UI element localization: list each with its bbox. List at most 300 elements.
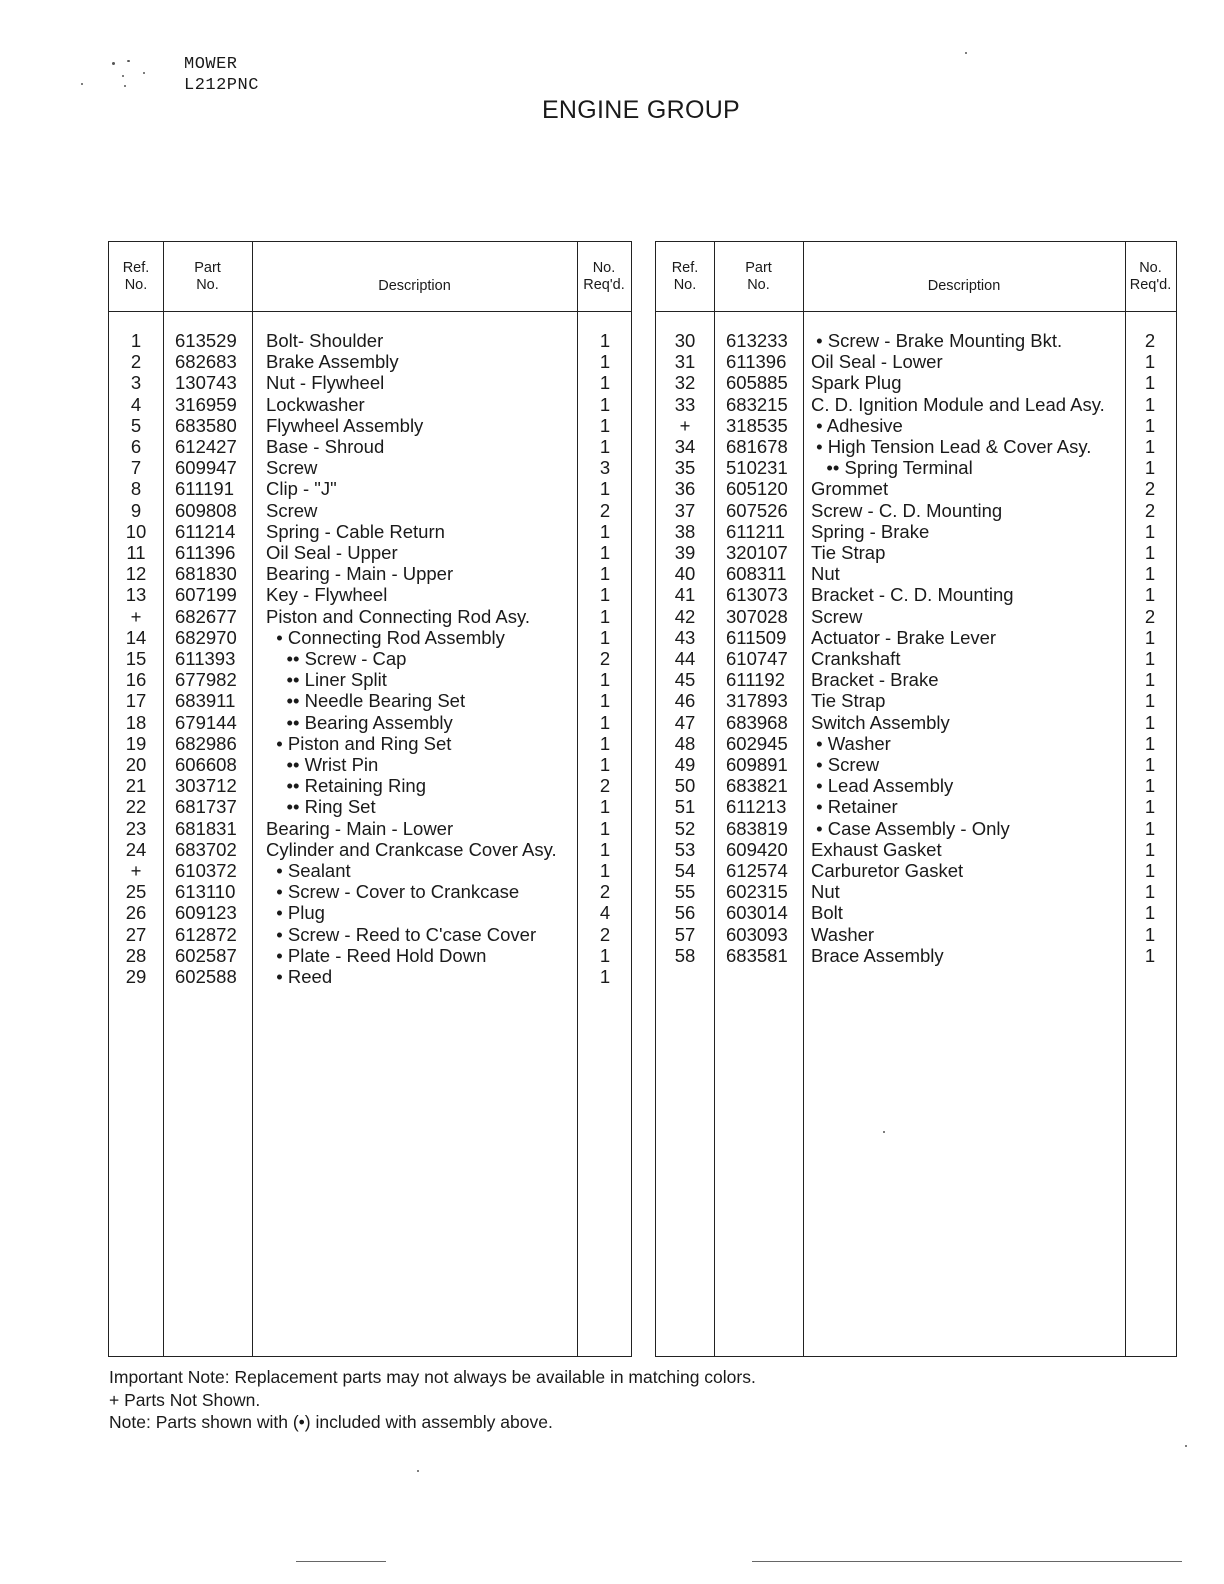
part-no-cell: 613073 <box>726 584 788 606</box>
table-row <box>656 500 1176 521</box>
part-no-cell: 613233 <box>726 330 788 351</box>
page-title: ENGINE GROUP <box>541 96 741 124</box>
table-row <box>656 478 1176 499</box>
part-no-cell: 130743 <box>175 372 237 394</box>
qty-cell: 2 <box>1144 478 1156 500</box>
ref-no-cell: + <box>130 860 142 881</box>
part-no-cell: 607199 <box>175 584 237 606</box>
description-cell: • Screw - Brake Mounting Bkt. <box>811 330 1063 351</box>
table-row <box>109 924 631 945</box>
table-row <box>656 436 1176 457</box>
description-cell: • Retainer <box>811 796 898 818</box>
note-parts-not-shown: + Parts Not Shown. <box>109 1389 261 1410</box>
description-cell: Tie Strap <box>811 542 886 563</box>
ref-no-cell: 42 <box>674 605 696 627</box>
ref-no-cell: 22 <box>125 796 147 818</box>
header-qty <box>577 242 631 311</box>
ref-no-cell: 1 <box>130 330 142 351</box>
table-row <box>109 457 631 478</box>
table-row <box>656 775 1176 796</box>
part-no-cell: 613110 <box>175 881 236 903</box>
description-cell: Clip - "J" <box>266 478 337 500</box>
ref-no-cell: 15 <box>125 648 147 669</box>
ref-no-cell: 37 <box>674 499 696 521</box>
ref-no-cell: 58 <box>674 944 696 966</box>
qty-cell: 2 <box>599 881 611 903</box>
ref-no-cell: 33 <box>674 393 696 415</box>
qty-cell: 1 <box>599 732 611 754</box>
table-row <box>109 712 631 733</box>
description-cell: Flywheel Assembly <box>266 414 424 436</box>
part-no-cell: 677982 <box>175 669 237 691</box>
qty-cell: 1 <box>1144 584 1156 606</box>
qty-cell: 1 <box>1144 796 1156 818</box>
ref-no-cell: 6 <box>130 436 142 457</box>
description-cell: • Screw - Cover to Crankcase <box>266 881 520 903</box>
ref-no-cell: 28 <box>125 944 147 966</box>
ref-no-cell: 23 <box>125 817 147 839</box>
table-row <box>656 563 1176 584</box>
qty-cell: 1 <box>599 584 611 606</box>
ref-no-cell: + <box>130 605 142 627</box>
part-no-cell: 679144 <box>175 711 237 733</box>
qty-cell: 1 <box>1144 923 1156 945</box>
model-label <box>184 54 259 96</box>
ref-no-cell: 56 <box>674 902 696 924</box>
parts-table-right <box>655 241 1177 1357</box>
part-no-cell: 607526 <box>726 499 788 521</box>
description-cell: Spring - Cable Return <box>266 520 445 542</box>
qty-cell: 1 <box>1144 754 1156 775</box>
part-no-cell: 602587 <box>175 944 237 966</box>
scan-speck <box>1185 1445 1187 1447</box>
description-cell: Brake Assembly <box>266 351 399 373</box>
header-ref-no <box>656 242 714 311</box>
description-cell: • Lead Assembly <box>811 775 954 797</box>
qty-cell: 1 <box>599 393 611 415</box>
table-row <box>109 521 631 542</box>
description-cell: •• Spring Terminal <box>811 457 973 479</box>
table-row <box>656 690 1176 711</box>
table-row <box>109 902 631 923</box>
part-no-cell: 611509 <box>726 626 787 648</box>
part-no-cell: 307028 <box>726 605 788 627</box>
part-no-cell: 608311 <box>726 563 787 585</box>
table-row <box>109 839 631 860</box>
ref-no-cell: 9 <box>130 499 142 521</box>
header-text: No. <box>592 259 616 276</box>
qty-cell: 1 <box>599 626 611 648</box>
ref-no-cell: 40 <box>674 563 696 585</box>
part-no-cell: 611393 <box>175 648 236 669</box>
qty-cell: 1 <box>1144 372 1156 394</box>
part-no-cell: 683968 <box>726 711 788 733</box>
header-part-no <box>163 242 252 311</box>
ref-no-cell: 47 <box>674 711 696 733</box>
description-cell: • Screw - Reed to C'case Cover <box>266 923 537 945</box>
table-row <box>109 563 631 584</box>
description-cell: • Connecting Rod Assembly <box>266 626 505 648</box>
description-cell: Bolt <box>811 902 843 924</box>
qty-cell: 1 <box>599 860 611 881</box>
ref-no-cell: 24 <box>125 838 147 860</box>
table-row <box>656 627 1176 648</box>
table-row <box>109 351 631 372</box>
part-no-cell: 606608 <box>175 754 237 775</box>
part-no-cell: 611192 <box>726 669 785 691</box>
table-row <box>109 436 631 457</box>
table-row <box>109 330 631 351</box>
table-row <box>109 372 631 393</box>
description-cell: C. D. Ignition Module and Lead Asy. <box>811 393 1105 415</box>
parts-table-left <box>108 241 632 1357</box>
header-part-no <box>714 242 803 311</box>
qty-cell: 1 <box>1144 414 1156 436</box>
qty-cell: 1 <box>1144 775 1156 797</box>
table-row <box>656 648 1176 669</box>
part-no-cell: 611213 <box>726 796 787 818</box>
qty-cell: 1 <box>1144 732 1156 754</box>
description-cell: •• Wrist Pin <box>266 754 379 775</box>
qty-cell: 1 <box>599 351 611 373</box>
description-cell: Piston and Connecting Rod Asy. <box>266 605 530 627</box>
qty-cell: 1 <box>1144 817 1156 839</box>
table-row <box>656 606 1176 627</box>
description-cell: • High Tension Lead & Cover Asy. <box>811 436 1092 457</box>
qty-cell: 1 <box>1144 520 1156 542</box>
qty-cell: 1 <box>599 436 611 457</box>
qty-cell: 1 <box>1144 393 1156 415</box>
table-row <box>656 818 1176 839</box>
part-no-cell: 605120 <box>726 478 788 500</box>
part-no-cell: 683581 <box>726 944 788 966</box>
description-cell: Tie Strap <box>811 690 886 712</box>
qty-cell: 1 <box>1144 881 1156 903</box>
qty-cell: 1 <box>1144 436 1156 457</box>
table-row <box>109 394 631 415</box>
ref-no-cell: 2 <box>130 351 142 373</box>
header-divider <box>656 311 1176 312</box>
ref-no-cell: 54 <box>674 860 696 881</box>
header-divider <box>109 311 631 312</box>
ref-no-cell: 29 <box>125 966 147 987</box>
description-cell: • Piston and Ring Set <box>266 732 452 754</box>
table-row <box>656 712 1176 733</box>
ref-no-cell: 35 <box>674 457 696 479</box>
header-description: Description <box>378 278 451 294</box>
ref-no-cell: 10 <box>125 520 147 542</box>
scan-edge-line <box>752 1561 1182 1562</box>
qty-cell: 1 <box>599 754 611 775</box>
description-cell: • Adhesive <box>811 414 903 436</box>
qty-cell: 1 <box>1144 838 1156 860</box>
qty-cell: 2 <box>599 648 611 669</box>
ref-no-cell: 45 <box>674 669 696 691</box>
qty-cell: 1 <box>1144 626 1156 648</box>
description-cell: Screw <box>811 605 863 627</box>
qty-cell: 1 <box>599 478 611 500</box>
table-row <box>656 945 1176 966</box>
description-cell: • Plug <box>266 902 325 924</box>
part-no-cell: 683821 <box>726 775 788 797</box>
description-cell: Spark Plug <box>811 372 902 394</box>
qty-cell: 1 <box>599 966 611 987</box>
table-row <box>109 542 631 563</box>
part-no-cell: 611214 <box>175 520 236 542</box>
table-row <box>656 415 1176 436</box>
description-cell: Washer <box>811 923 875 945</box>
part-no-cell: 510231 <box>726 457 788 479</box>
qty-cell: 1 <box>599 330 611 351</box>
part-no-cell: 681831 <box>175 817 237 839</box>
header-text: Ref. <box>122 259 150 276</box>
table-row <box>109 966 631 987</box>
description-cell: Screw - C. D. Mounting <box>811 499 1003 521</box>
qty-cell: 1 <box>1144 542 1156 563</box>
ref-no-cell: 31 <box>674 351 696 373</box>
description-cell: •• Ring Set <box>266 796 376 818</box>
table-row <box>109 945 631 966</box>
qty-cell: 2 <box>1144 605 1156 627</box>
table-row <box>656 521 1176 542</box>
header-text: Req'd. <box>583 276 625 293</box>
table-row <box>656 584 1176 605</box>
table-row <box>656 860 1176 881</box>
header-text: Req'd. <box>1129 276 1172 293</box>
header-text: Part <box>194 259 221 276</box>
ref-no-cell: 32 <box>674 372 696 394</box>
description-cell: Nut <box>811 881 840 903</box>
table-row <box>109 690 631 711</box>
table-row <box>109 818 631 839</box>
ref-no-cell: 12 <box>125 563 147 585</box>
ref-no-cell: 17 <box>125 690 147 712</box>
ref-no-cell: 48 <box>674 732 696 754</box>
description-cell: •• Retaining Ring <box>266 775 427 797</box>
description-cell: Bracket - C. D. Mounting <box>811 584 1014 606</box>
description-cell: • Case Assembly - Only <box>811 817 1010 839</box>
part-no-cell: 603093 <box>726 923 788 945</box>
qty-cell: 1 <box>1144 711 1156 733</box>
qty-cell: 2 <box>599 923 611 945</box>
qty-cell: 1 <box>599 944 611 966</box>
part-no-cell: 681678 <box>726 436 788 457</box>
part-no-cell: 683580 <box>175 414 237 436</box>
part-no-cell: 682683 <box>175 351 237 373</box>
part-no-cell: 683911 <box>175 690 236 712</box>
table-row <box>656 394 1176 415</box>
header-qty <box>1125 242 1176 311</box>
part-no-cell: 611191 <box>175 478 234 500</box>
description-cell: Spring - Brake <box>811 520 930 542</box>
part-no-cell: 612872 <box>175 923 237 945</box>
table-row <box>656 924 1176 945</box>
ref-no-cell: 20 <box>125 754 147 775</box>
description-cell: Lockwasher <box>266 393 365 415</box>
table-row <box>109 584 631 605</box>
description-cell: Nut - Flywheel <box>266 372 385 394</box>
part-no-cell: 681830 <box>175 563 237 585</box>
scan-speck <box>417 1470 419 1472</box>
part-no-cell: 681737 <box>175 796 237 818</box>
qty-cell: 1 <box>1144 944 1156 966</box>
qty-cell: 1 <box>1144 563 1156 585</box>
scan-speck <box>965 52 967 54</box>
part-no-cell: 603014 <box>726 902 788 924</box>
table-row <box>109 627 631 648</box>
part-no-cell: 609891 <box>726 754 788 775</box>
qty-cell: 1 <box>1144 902 1156 924</box>
part-no-cell: 612574 <box>726 860 788 881</box>
description-cell: Base - Shroud <box>266 436 385 457</box>
qty-cell: 2 <box>599 775 611 797</box>
table-row <box>656 796 1176 817</box>
part-no-cell: 610372 <box>175 860 237 881</box>
qty-cell: 2 <box>1144 499 1156 521</box>
table-row <box>109 648 631 669</box>
description-cell: • Plate - Reed Hold Down <box>266 944 487 966</box>
model-number: L212PNC <box>184 76 259 95</box>
ref-no-cell: 51 <box>674 796 696 818</box>
description-cell: •• Screw - Cap <box>266 648 407 669</box>
description-cell: •• Needle Bearing Set <box>266 690 466 712</box>
scan-speck <box>81 83 83 85</box>
qty-cell: 1 <box>599 711 611 733</box>
footnotes <box>109 1366 756 1434</box>
description-cell: Oil Seal - Upper <box>266 542 398 563</box>
part-no-cell: 609420 <box>726 838 788 860</box>
model-type: MOWER <box>184 55 238 74</box>
table-row <box>109 500 631 521</box>
ref-no-cell: 8 <box>130 478 142 500</box>
qty-cell: 1 <box>599 563 611 585</box>
header-text: Ref. <box>671 259 699 276</box>
description-cell: Bolt- Shoulder <box>266 330 384 351</box>
description-cell: Bearing - Main - Lower <box>266 817 454 839</box>
description-cell: Exhaust Gasket <box>811 838 942 860</box>
table-row <box>656 733 1176 754</box>
part-no-cell: 682970 <box>175 626 237 648</box>
scan-speck <box>122 75 124 77</box>
qty-cell: 1 <box>599 605 611 627</box>
header-ref-no <box>109 242 163 311</box>
table-row <box>109 606 631 627</box>
ref-no-cell: 13 <box>125 584 147 606</box>
note-bullet-meaning: Note: Parts shown with (•) included with assembly above. <box>109 1412 553 1432</box>
ref-no-cell: 26 <box>125 902 147 924</box>
scan-speck <box>124 85 126 87</box>
description-cell: Actuator - Brake Lever <box>811 626 997 648</box>
qty-cell: 1 <box>599 817 611 839</box>
part-no-cell: 611396 <box>726 351 787 373</box>
ref-no-cell: 57 <box>674 923 696 945</box>
qty-cell: 1 <box>1144 690 1156 712</box>
qty-cell: 1 <box>1144 669 1156 691</box>
part-no-cell: 317893 <box>726 690 788 712</box>
ref-no-cell: 19 <box>125 732 147 754</box>
description-cell: Brace Assembly <box>811 944 944 966</box>
description-cell: •• Bearing Assembly <box>266 711 453 733</box>
table-row <box>656 754 1176 775</box>
part-no-cell: 605885 <box>726 372 788 394</box>
part-no-cell: 602945 <box>726 732 788 754</box>
part-no-cell: 602588 <box>175 966 237 987</box>
ref-no-cell: 53 <box>674 838 696 860</box>
part-no-cell: 318535 <box>726 414 788 436</box>
description-cell: • Sealant <box>266 860 351 881</box>
table-row <box>656 669 1176 690</box>
description-cell: Switch Assembly <box>811 711 950 733</box>
qty-cell: 4 <box>599 902 611 924</box>
qty-cell: 2 <box>1144 330 1156 351</box>
header-description: Description <box>927 278 1001 294</box>
ref-no-cell: 25 <box>125 881 147 903</box>
part-no-cell: 602315 <box>726 881 788 903</box>
description-cell: •• Liner Split <box>266 669 387 691</box>
table-row <box>656 902 1176 923</box>
ref-no-cell: 21 <box>125 775 147 797</box>
ref-no-cell: 38 <box>674 520 696 542</box>
qty-cell: 1 <box>1144 648 1156 669</box>
note-colors: Important Note: Replacement parts may not always be available in matching colors. <box>109 1367 756 1387</box>
ref-no-cell: 55 <box>674 881 696 903</box>
header-text: No. <box>1139 259 1162 276</box>
table-row <box>109 775 631 796</box>
description-cell: Grommet <box>811 478 889 500</box>
ref-no-cell: 30 <box>674 330 696 351</box>
table-row <box>656 351 1176 372</box>
ref-no-cell: 5 <box>130 414 142 436</box>
ref-no-cell: 18 <box>125 711 147 733</box>
description-cell: • Screw <box>811 754 880 775</box>
table-row <box>656 457 1176 478</box>
table-row <box>656 372 1176 393</box>
qty-cell: 1 <box>599 520 611 542</box>
part-no-cell: 611396 <box>175 542 236 563</box>
ref-no-cell: 34 <box>674 436 696 457</box>
table-row <box>109 860 631 881</box>
description-cell: Bearing - Main - Upper <box>266 563 454 585</box>
description-cell: Nut <box>811 563 840 585</box>
table-row <box>656 542 1176 563</box>
table-row <box>109 754 631 775</box>
description-cell: Screw <box>266 499 318 521</box>
ref-no-cell: 41 <box>674 584 696 606</box>
header-text: Part <box>745 259 772 276</box>
description-cell: Bracket - Brake <box>811 669 939 691</box>
ref-no-cell: 4 <box>130 393 142 415</box>
ref-no-cell: 49 <box>674 754 696 775</box>
header-text: No. <box>124 276 148 293</box>
part-no-cell: 610747 <box>726 648 788 669</box>
ref-no-cell: 44 <box>674 648 696 669</box>
qty-cell: 1 <box>599 838 611 860</box>
ref-no-cell: 43 <box>674 626 696 648</box>
qty-cell: 1 <box>599 372 611 394</box>
ref-no-cell: 7 <box>130 457 142 479</box>
header-text: No. <box>673 276 697 293</box>
description-cell: • Reed <box>266 966 333 987</box>
description-cell: Key - Flywheel <box>266 584 388 606</box>
description-cell: • Washer <box>811 732 891 754</box>
description-cell: Crankshaft <box>811 648 901 669</box>
description-cell: Carburetor Gasket <box>811 860 964 881</box>
part-no-cell: 682986 <box>175 732 237 754</box>
part-no-cell: 683819 <box>726 817 788 839</box>
table-row <box>656 330 1176 351</box>
table-row <box>109 415 631 436</box>
ref-no-cell: 11 <box>126 542 146 563</box>
